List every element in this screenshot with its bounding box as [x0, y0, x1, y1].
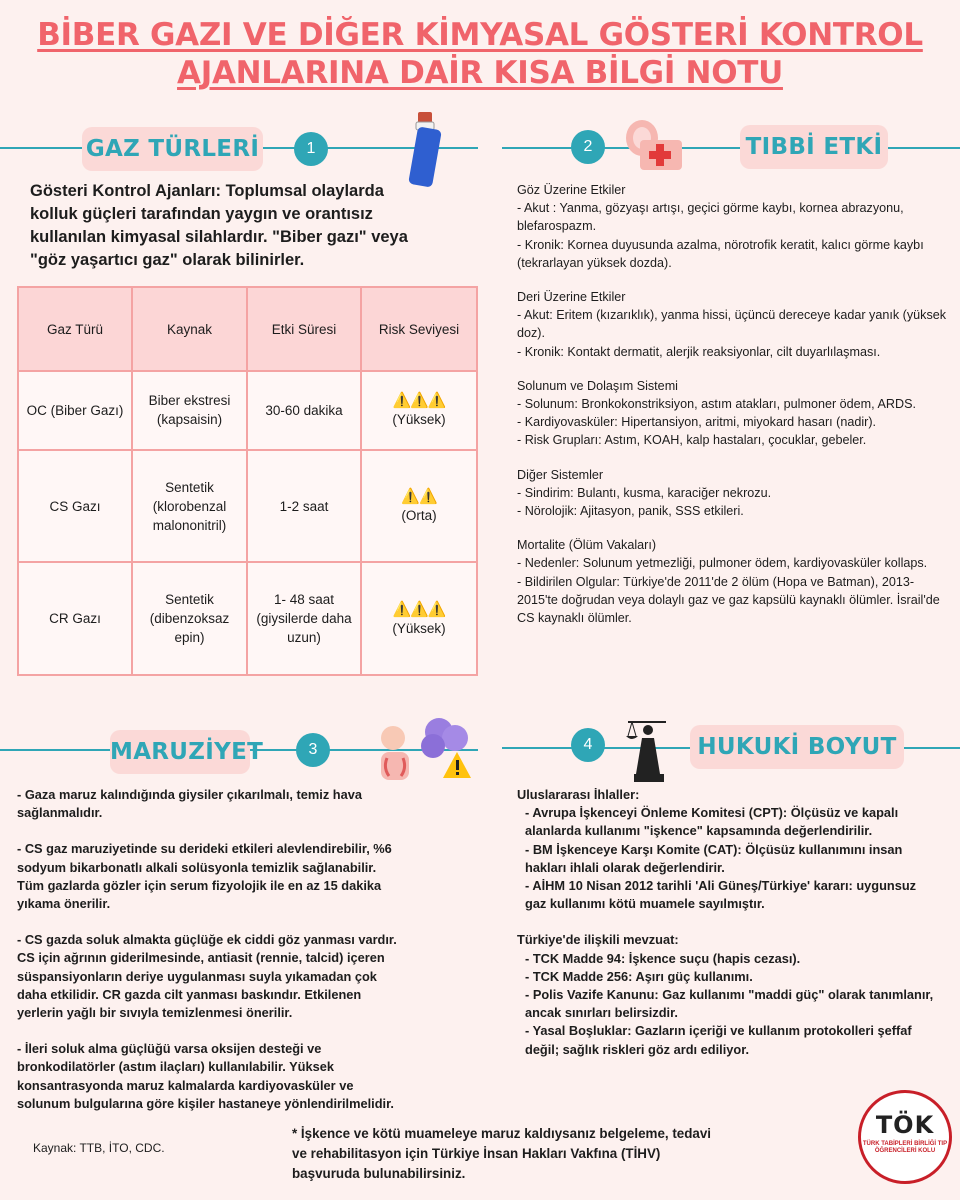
- legal-line: - Polis Vazife Kanunu: Gaz kullanımı "maddi güç" olarak tanımlanır, ancak sınırları belirsizdir.: [525, 987, 934, 1021]
- legal-line: - AİHM 10 Nisan 2012 tarihli 'Ali Güneş/Türkiye' kararı: uygunsuz gaz kullanımı kötü muamele sayılmıştır.: [525, 878, 917, 912]
- block-title: Solunum ve Dolaşım Sistemi: [517, 378, 678, 393]
- medical-block-skin: [517, 288, 954, 361]
- risk-cell: [361, 450, 477, 563]
- block-line: - Sindirim: Bulantı, kusma, karaciğer nekrozu.: [517, 485, 772, 500]
- table-cell: Sentetik (dibenzoksaz epin): [132, 562, 247, 675]
- table-cell: OC (Biber Gazı): [18, 371, 132, 450]
- table-header: Etki Süresi: [247, 287, 361, 371]
- logo-text: TÖK: [875, 1111, 935, 1139]
- risk-level: (Orta): [401, 508, 437, 523]
- legal-subtitle: Uluslararası İhlaller:: [517, 787, 640, 802]
- warning-icon: ⚠️⚠️⚠️: [392, 600, 446, 618]
- section-number: 2: [571, 130, 605, 164]
- pepper-spray-icon: [408, 108, 448, 188]
- intro-text: Gösteri Kontrol Ajanları: Toplumsal olaylarda kolluk güçleri tarafından yaygın ve orantısız kullanılan kimyasal silahlardır. "Biber gazı" veya "göz yaşartıcı gaz" olarak bilinirler.: [30, 182, 408, 269]
- block-line: - Akut : Yanma, gözyaşı artışı, geçici görme kaybı, kornea abrazyonu, blefarospazm.: [517, 201, 904, 234]
- justice-statue-icon: [622, 708, 672, 784]
- table-cell: 1- 48 saat (giysilerde daha uzun): [247, 562, 361, 675]
- source-note: Kaynak: TTB, İTO, CDC.: [33, 1141, 165, 1155]
- block-title: Mortalite (Ölüm Vakaları): [517, 538, 657, 553]
- gas-types-table: [17, 286, 478, 676]
- risk-level: (Yüksek): [392, 620, 446, 636]
- block-title: Diğer Sistemler: [517, 467, 604, 482]
- page-title: [0, 16, 960, 92]
- warning-icon: ⚠️⚠️: [401, 488, 437, 505]
- section-title-exposure: MARUZİYET: [110, 730, 250, 774]
- block-line: - Risk Grupları: Astım, KOAH, kalp hastaları, çocuklar, gebeler.: [517, 433, 867, 448]
- medical-block-respiratory: [517, 377, 954, 450]
- block-line: - Akut: Eritem (kızarıklık), yanma hissi, üçüncü dereceye kadar yanık (yüksek doz).: [517, 308, 947, 341]
- section-number: 1: [294, 132, 328, 166]
- legal-line: - Yasal Boşluklar: Gazların içeriği ve kullanım protokolleri şeffaf değil; sağlık riskleri göz ardı ediliyor.: [525, 1023, 912, 1057]
- exposure-paragraph: - CS gaz maruziyetinde su derideki etkileri alevlendirebilir, %6 sodyum bikarbonatlı alkali solüsyonla temizlik sağlanabilir. Tüm gazlarda gözler için serum fizyolojik ile en az 15 dakika yıkama önerilir.: [17, 841, 392, 912]
- legal-line: - TCK Madde 94: İşkence suçu (hapis cezası).: [525, 950, 801, 966]
- section-number: 3: [296, 733, 330, 767]
- legal-line: - BM İşkenceye Karşı Komite (CAT): Ölçüsüz kullanımını insan hakları ihlali olarak değerlendirir.: [525, 841, 903, 875]
- bandage-icon: [622, 114, 686, 178]
- table-cell: CS Gazı: [18, 450, 132, 563]
- section-number: 4: [571, 728, 605, 762]
- block-line: - Kardiyovasküler: Hipertansiyon, aritmi, miyokard hasarı (nadir).: [517, 415, 877, 430]
- block-line: - Nörolojik: Ajitasyon, panik, SSS etkileri.: [517, 504, 744, 519]
- table-row: [18, 562, 477, 675]
- logo-subtitle: TÜRK TABİPLERİ BİRLİĞİ TIP ÖĞRENCİLERİ KOLU: [862, 1141, 948, 1154]
- block-title: Göz Üzerine Etkiler: [517, 183, 626, 197]
- block-line: - Nedenler: Solunum yetmezliği, pulmoner ödem, kardiyovasküler kollaps.: [517, 556, 928, 571]
- table-header: Gaz Türü: [18, 287, 132, 371]
- block-line: - Solunum: Bronkokonstriksiyon, astım atakları, pulmoner ödem, ARDS.: [517, 397, 916, 412]
- exposure-paragraph: - İleri soluk alma güçlüğü varsa oksijen desteği ve bronkodilatörler (astım ilaçları) kullanılabilir. Yüksek konsantrasyonda maruz kalmalarda kardiyovasküler ve solunum bulgularına göre kişiler hastaneye yönlendirilmelidir.: [17, 1041, 394, 1111]
- risk-cell: [361, 562, 477, 675]
- legal-subtitle: Türkiye'de ilişkili mevzuat:: [517, 932, 679, 948]
- legal-text: [517, 786, 937, 1059]
- breathing-gas-icon: [375, 712, 475, 782]
- table-row: [18, 450, 477, 563]
- table-cell: 30-60 dakika: [247, 371, 361, 450]
- section-title-legal: HUKUKİ BOYUT: [690, 725, 904, 769]
- medical-block-eye: [517, 181, 954, 272]
- exposure-paragraph: - CS gazda soluk almakta güçlüğe ek ciddi göz yanması vardır. CS için ağrının giderilmesinde, antiasit (rennie, talcid) içeren süspansiyonların deriye uygulanması suyla yıkamadan çok daha etkilidir. CR gazda cilt yanması baskındır. Etkilenen yerlerin yağlı bir sıvıyla temizlenmesi önerilir.: [17, 932, 397, 1021]
- page-title-line1: BİBER GAZI VE DİĞER KİMYASAL GÖSTERİ KONTROL: [37, 17, 923, 53]
- medical-block-mortality: [517, 536, 954, 627]
- risk-cell: [361, 371, 477, 450]
- table-header-row: [18, 287, 477, 371]
- table-cell: Biber ekstresi (kapsaisin): [132, 371, 247, 450]
- section-title-gas: GAZ TÜRLERİ: [82, 127, 263, 171]
- warning-icon: ⚠️⚠️⚠️: [392, 392, 446, 410]
- block-line: - Bildirilen Olgular: Türkiye'de 2011'de 2 ölüm (Hopa ve Batman), 2013-2015'te doğrudan veya dolaylı gaz ve gaz kapsülü kaynaklı ölümler. İsrail'de CS kaynaklı ölümler.: [517, 574, 940, 626]
- legal-line: - TCK Madde 256: Aşırı güç kullanımı.: [525, 968, 753, 984]
- risk-level: (Yüksek): [392, 412, 446, 428]
- block-line: - Kronik: Kornea duyusunda azalma, nörotrofik keratit, kalıcı görme kaybı (tekrarlayan yüksek dozda).: [517, 237, 924, 270]
- block-line: - Kronik: Kontakt dermatit, alerjik reaksiyonlar, cilt duyarlılaşması.: [517, 344, 881, 359]
- table-cell: Sentetik (klorobenzal malononitril): [132, 450, 247, 563]
- page-title-line2: AJANLARINA DAİR KISA BİLGİ NOTU: [177, 55, 783, 91]
- legal-line: - Avrupa İşkenceyi Önleme Komitesi (CPT): Ölçüsüz ve kapalı alanlarda kullanımı "işkence" kapsamında değerlendirilir.: [525, 805, 899, 839]
- table-row: [18, 371, 477, 450]
- table-cell: 1-2 saat: [247, 450, 361, 563]
- table-header: Risk Seviyesi: [361, 287, 477, 371]
- block-title: Deri Üzerine Etkiler: [517, 290, 626, 305]
- tihv-note: * İşkence ve kötü muameleye maruz kaldıysanız belgeleme, tedavi ve rehabilitasyon için Türkiye İnsan Hakları Vakfına (TİHV) başvuruda bulunabilirsiniz.: [292, 1126, 712, 1181]
- section-title-medical: TIBBİ ETKİ: [740, 125, 888, 169]
- table-header: Kaynak: [132, 287, 247, 371]
- exposure-paragraph: - Gaza maruz kalındığında giysiler çıkarılmalı, temiz hava sağlanmalıdır.: [17, 787, 362, 821]
- medical-effects: [517, 181, 954, 643]
- table-cell: CR Gazı: [18, 562, 132, 675]
- exposure-text: [17, 786, 405, 1131]
- tok-logo: [858, 1090, 952, 1184]
- medical-block-other: [517, 466, 954, 521]
